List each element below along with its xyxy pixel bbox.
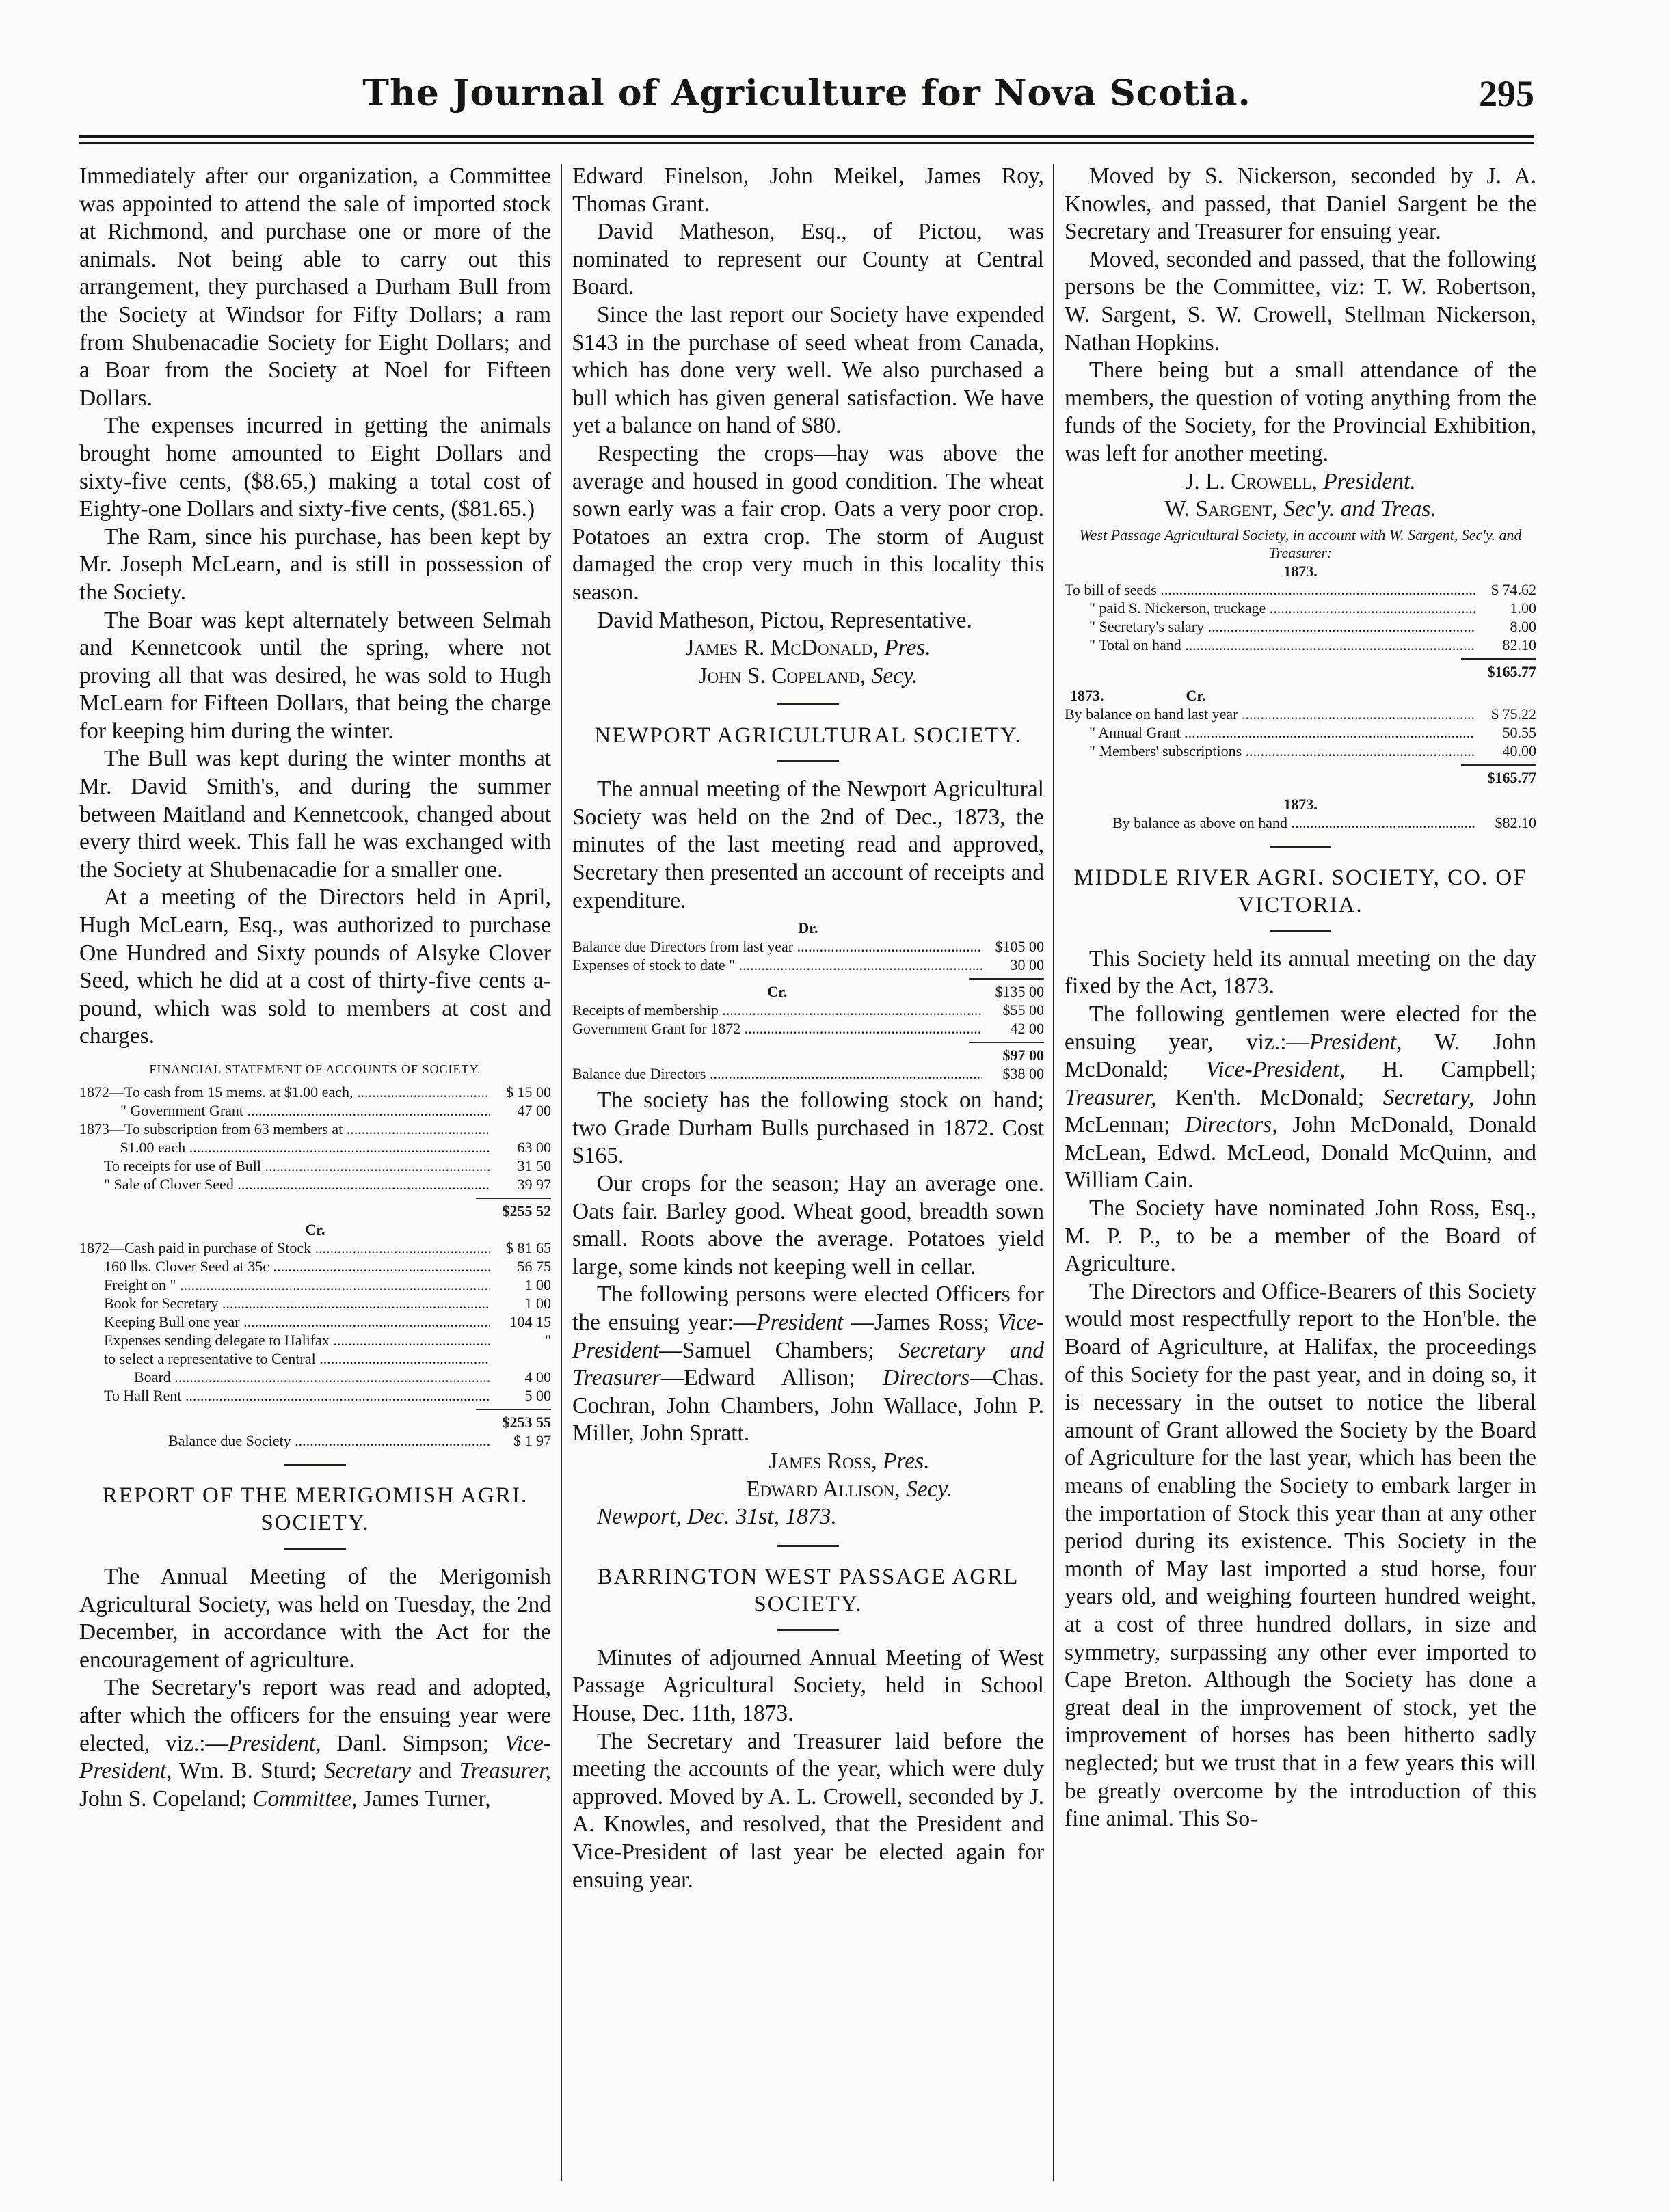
account-line [79,1157,551,1175]
account-line [79,1239,551,1257]
account-line [79,1175,551,1193]
balance-line [1065,813,1536,832]
credit-head-amount: $135 00 [995,983,1044,1001]
credit-label: Cr. [1186,686,1206,704]
paragraph: David Matheson, Pictou, Representative. [597,607,972,633]
account-line-label: $1.00 each ..... [120,1138,490,1157]
account-line-amount: 1.00 [1510,599,1536,617]
signature: James Ross, Pres. [768,1448,930,1474]
balance-amount: $38 00 [1002,1065,1044,1083]
account-line-amount: $ 15 00 [506,1083,551,1101]
account-line [79,1083,551,1101]
paragraph: There being but a small attendance of the members, the question of voting anything from the funds of the Society, for the Provincial Exhibition, was left for another meeting. [1065,358,1536,466]
account-line-label: Expenses of stock to date " ..... [572,956,982,974]
debit-lines [79,1083,551,1193]
signature: W. Sargent, Sec'y. and Treas. [1164,496,1436,522]
account-line-amount: 31 50 [517,1157,551,1174]
account-line-label: " Total on hand ..... [1089,636,1475,654]
paragraph: The following gentlemen were elected for the ensuing year, viz.:—President, W. John McDonald; Vice-President, H. Campbell; Treasurer, Ken'th. McDonald; Secretary, John McLennan; Directors, John McDonald, Donald McLean, Edwd. McLeod, Donald McQuinn, and William Cain. [1065,1001,1536,1193]
account-line [79,1386,551,1405]
account-line [1065,599,1536,617]
account-line-amount: 30 00 [1010,956,1044,974]
paragraph: Since the last report our Society have expended $143 in the purchase of seed wheat from Canada, which has done very well. We also purchased a bull which has given general satisfaction. We have yet a balance on hand of $80. [572,301,1044,439]
account-line [1065,580,1536,599]
account-line-label: Receipts of membership ..... [572,1001,982,1019]
balance-amount: $ 1 97 [513,1432,551,1449]
account-line-label: To receipts for use of Bull ..... [104,1157,490,1175]
paragraph: The Secretary's report was read and adopted, after which the officers for the ensuing year were elected, viz.:—President, Danl. Simpson; Vice-President, Wm. B. Sturd; Secretary and Treasurer, John S. Copeland; Committee, James Turner, [79,1675,551,1811]
paragraph: This Society held its annual meeting on the day fixed by the Act, 1873. [1065,945,1536,999]
section-heading: REPORT OF THE MERIGOMISH AGRI. SOCIETY. [102,1483,529,1535]
account-line [79,1276,551,1294]
credit-label: Cr. [767,983,788,1001]
credit-head [572,982,1044,1001]
account-line-amount: 82.10 [1502,636,1536,653]
paragraph: The society has the following stock on hand; two Grade Durham Bulls purchased in 1872. Cost $165. [572,1088,1044,1169]
credit-label: Cr. [305,1221,325,1238]
credit-total: $97 00 [1002,1047,1044,1064]
account-line-amount: 40.00 [1502,742,1536,759]
account-line-label: Board ..... [134,1368,490,1386]
balance-label: Balance due Directors ..... [572,1064,982,1083]
dateline: Newport, Dec. 31st, 1873. [597,1504,837,1530]
account-line-amount: 63 00 [517,1139,551,1156]
account-line-label: 1872—To cash from 15 mems. at $1.00 each, ..... [79,1083,490,1101]
account-line [572,937,1044,956]
account-line [572,956,1044,974]
section-rule [777,1629,839,1631]
credit-total: $165.77 [1487,768,1536,786]
account-line [572,1001,1044,1019]
paragraph: The following persons were elected Officers for the ensuing year:—President —James Ross; Vice-President—Samuel Chambers; Secretary and Treasurer—Edward Allison; Directors—Chas. Cochran, John Chambers, John Wallace, John P. Miller, John Spratt. [572,1282,1044,1446]
account-line-label: By balance on hand last year ..... [1065,705,1475,723]
account-line-amount: 4 00 [524,1368,551,1386]
account-line-amount: $ 81 65 [506,1239,551,1256]
paragraph: The Annual Meeting of the Merigomish Agricultural Society, was held on Tuesday, the 2nd December, in accordance with the Act for the encouragement of agriculture. [79,1564,551,1673]
account-line-amount: 42 00 [1010,1020,1044,1038]
account-line-label: Freight on " ..... [104,1276,490,1294]
account-line-amount: 47 00 [517,1102,551,1119]
paragraph: Respecting the crops—hay was above the average and housed in good condition. The wheat sown early was a fair crop. Oats a very poor crop. Potatoes an extra crop. The storm of August damaged the crop very much in this locality this season. [572,440,1044,605]
newport-account [572,919,1044,1083]
account-line-label: " Government Grant ..... [120,1101,490,1120]
account-line [79,1120,551,1138]
account-line-label: " Members' subscriptions ..... [1089,742,1475,760]
account-line [1065,617,1536,636]
account-line [79,1349,551,1368]
account-caption: West Passage Agricultural Society, in account with W. Sargent, Sec'y. and Treasurer: [1079,526,1522,561]
account-line [79,1257,551,1276]
account-line [79,1101,551,1120]
account-line [79,1312,551,1331]
account-line-amount: $105 00 [995,938,1044,956]
account-line-amount: 1 00 [524,1276,551,1293]
balance-label: Balance due Society ..... [168,1431,490,1450]
total-rule [1461,658,1536,660]
account-line-label: 160 lbs. Clover Seed at 35c ..... [104,1257,490,1276]
account-line-amount: 39 97 [517,1176,551,1193]
section-rule [777,1545,839,1547]
credit-lines [79,1239,551,1405]
paragraph: The annual meeting of the Newport Agricultural Society was held on the 2nd of Dec., 1873, the minutes of the last meeting read and approved, Secretary then presented an account of receipts and expenditure. [572,777,1044,913]
balance-line [572,1064,1044,1083]
account-line [572,1019,1044,1038]
account-line-label: 1873—To subscription from 63 members at ..... [79,1120,490,1138]
account-line-label: Keeping Bull one year ..... [104,1312,490,1331]
column-divider [1053,164,1054,2181]
account-line [79,1138,551,1157]
debit-label: Dr. [798,919,818,937]
account-line-amount: $ 75.22 [1491,705,1536,723]
paragraph: The Secretary and Treasurer laid before the meeting the accounts of the year, which were duly approved. Moved by A. L. Crowell, seconded by J. A. Knowles, and resolved, that the President and Vice-President of last year be elected again for ensuing year. [572,1728,1044,1893]
paragraph: The Bull was kept during the winter months at Mr. David Smith's, and during the summer between Maitland and Kennetcook, changed about every third week. This fall he was exchanged with the Society at Shubenacadie for a smaller one. [79,746,551,882]
paragraph: At a meeting of the Directors held in April, Hugh McLearn, Esq., was authorized to purchase One Hundred and Sixty pounds of Alsyke Clover Seed, which he did at a cost of thirty-five cents a-pound, which was sold to members at cost and charges. [79,885,551,1049]
total-rule [969,1042,1044,1043]
column-left [79,163,551,2186]
journal-title: The Journal of Agriculture for Nova Scotia. [362,72,1251,114]
account-line-amount: 104 15 [509,1313,551,1330]
column-right [1065,163,1536,2186]
paragraph: Edward Finelson, John Meikel, James Roy, Thomas Grant. [572,163,1044,217]
signature: J. L. Crowell, President. [1185,468,1416,494]
balance-line [79,1431,551,1450]
account-line-amount: " [545,1332,551,1349]
paragraph: Immediately after our organization, a Committee was appointed to attend the sale of imported stock at Richmond, and purchase one or more of the animals. Not being able to carry out this arrangement, they purchased a Durham Bull from the Society at Windsor for Fifty Dollars; a ram from Shubenacadie Society for Eight Dollars; and a Boar from the Society at Noel for Fifteen Dollars. [79,163,551,411]
paragraph: Minutes of adjourned Annual Meeting of West Passage Agricultural Society, held in School House, Dec. 11th, 1873. [572,1645,1044,1726]
account-year: 1873. [1283,795,1318,813]
page-number: 295 [1479,73,1534,114]
account-line-label: To Hall Rent ..... [104,1386,490,1405]
account-line [79,1331,551,1349]
credit-total: $253 55 [502,1414,551,1431]
total-rule [476,1409,551,1410]
debit-lines [572,937,1044,974]
section-heading: MIDDLE RIVER AGRI. SOCIETY, CO. OF VICTORIA. [1073,865,1527,917]
debit-total: $165.77 [1487,662,1536,680]
page-header [79,70,1534,131]
account-line-label: Government Grant for 1872 ..... [572,1019,982,1038]
balance-label: By balance as above on hand ..... [1112,813,1475,832]
total-rule [1461,764,1536,766]
account-line-label: Balance due Directors from last year ..... [572,937,982,956]
credit-lines [572,1001,1044,1038]
account-line [79,1368,551,1386]
debit-lines [1065,580,1536,654]
total-rule [476,1198,551,1199]
debit-total: $255 52 [502,1202,551,1219]
paragraph: David Matheson, Esq., of Pictou, was nominated to represent our County at Central Board. [572,219,1044,300]
account-line [1065,742,1536,760]
account-year: 1873. [1070,686,1104,704]
statement-title: FINANCIAL STATEMENT OF ACCOUNTS OF SOCIETY. [149,1062,481,1076]
paragraph: The Ram, since his purchase, has been kept by Mr. Joseph McLearn, and is still in possession of the Society. [79,524,551,605]
financial-statement [79,1060,551,1450]
section-rule [284,1548,346,1550]
paragraph: Our crops for the season; Hay an average one. Oats fair. Barley good. Wheat good, breadth sown small. Roots above the average. Potatoes yield large, some kinds not keeping well in cellar. [572,1171,1044,1280]
paragraph: The Boar was kept alternately between Selmah and Kennetcook until the spring, where not proving all that was desired, he was sold to Hugh McLearn for Fifteen Dollars, that being the charge for keeping him during the winter. [79,607,551,744]
section-heading: BARRINGTON WEST PASSAGE AGRL SOCIETY. [597,1564,1019,1617]
account-line [1065,705,1536,723]
account-line-label: " Annual Grant ..... [1089,723,1475,742]
total-rule [969,978,1044,980]
balance-amount: $82.10 [1495,813,1536,831]
header-rule [79,135,1534,138]
account-line-label: Book for Secretary ..... [104,1294,490,1312]
account-line-label: To bill of seeds ..... [1065,580,1475,599]
section-heading: NEWPORT AGRICULTURAL SOCIETY. [594,723,1022,748]
account-line-amount: 50.55 [1502,723,1536,741]
credit-head [1065,686,1536,705]
signature: Edward Allison, Secy. [746,1476,952,1502]
paragraph: The Directors and Office-Bearers of this Society would most respectfully report to the Hon'ble. the Board of Agriculture, at Halifax, the proceedings of this Society for the past year, and in doing so, it is necessary in the outset to notice the liberal amount of Grant allowed the Society by the Board of Agriculture for the last year, which has been the means of enabling the Society to embark larger in the importation of Stock this year than at any other period during its existence. This Society in the month of May last imported a stud horse, four years old, and weighing fourteen hundred weight, at a cost of three hundred dollars, in size and symmetry, surpassing any other ever imported to Cape Breton. Although the Society has done a great deal in the improvement of stock, yet the improvement of horses has been hitherto sadly neglected; but we trust that in a few years this will be greatly overcome by the introduction of this fine animal. This So- [1065,1278,1536,1832]
column-divider [561,164,562,2181]
account-line [1065,636,1536,654]
account-line-amount: $55 00 [1002,1001,1044,1019]
section-rule [1270,930,1331,932]
account-line-label: to select a representative to Central ..... [104,1349,490,1368]
west-passage-account [1065,526,1536,832]
account-line-amount: 56 75 [517,1258,551,1275]
section-rule [284,1464,346,1466]
column-middle [572,163,1044,2186]
paragraph: Moved, seconded and passed, that the following persons be the Committee, viz: T. W. Robertson, W. Sargent, S. W. Crowell, Stellman Nickerson, Nathan Hopkins. [1065,246,1536,355]
account-line-amount: 8.00 [1510,617,1536,635]
account-line-label: Expenses sending delegate to Halifax ..... [104,1331,490,1349]
account-line-label: " Sale of Clover Seed ..... [104,1175,490,1193]
account-year: 1873. [1283,562,1318,580]
account-line-label: 1872—Cash paid in purchase of Stock ..... [79,1239,490,1257]
section-rule [1270,846,1331,848]
paragraph: Moved by S. Nickerson, seconded by J. A. Knowles, and passed, that Daniel Sargent be the Secretary and Treasurer for ensuing year. [1065,163,1536,245]
header-rule-thin [79,142,1534,144]
account-line-amount: 5 00 [524,1387,551,1404]
account-line-label: " paid S. Nickerson, truckage ..... [1089,599,1475,617]
account-line-amount: $ 74.62 [1491,580,1536,598]
account-line-label: " Secretary's salary ..... [1089,617,1475,636]
section-rule [777,703,839,705]
paragraph: The Society have nominated John Ross, Esq., M. P. P., to be a member of the Board of Agriculture. [1065,1196,1536,1277]
account-line [79,1294,551,1312]
credit-lines [1065,705,1536,760]
signature: James R. McDonald, Pres. [685,635,931,661]
paragraph: The expenses incurred in getting the animals brought home amounted to Eight Dollars and sixty-five cents, ($8.65,) making a total cost of Eighty-one Dollars and sixty-five cents, ($81.65.) [79,413,551,522]
account-line [1065,723,1536,742]
section-rule [777,760,839,762]
signature: John S. Copeland, Secy. [698,662,918,688]
account-line-amount: 1 00 [524,1295,551,1312]
